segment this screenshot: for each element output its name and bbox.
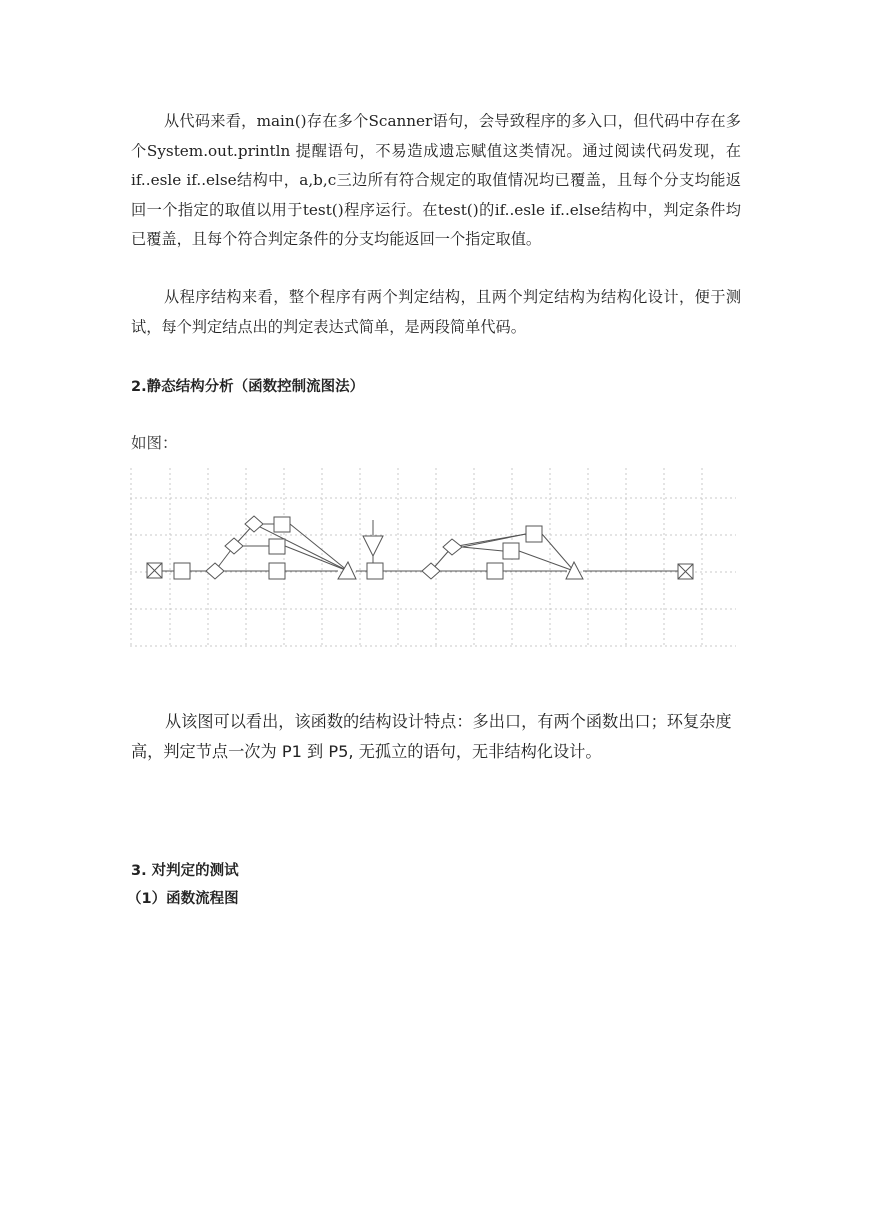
decision-node xyxy=(245,516,263,532)
entry-node xyxy=(147,563,162,578)
intro-paragraph-1: 从代码来看，main()存在多个Scanner语句，会导致程序的多入口，但代码中存在多个System.out.println 提醒语句，不易造成遗忘赋值这类情况。通过阅读代码发现，在if..esle if..else结构中，a,b,c三边所有符合规定的取值情况均已覆盖，且每个分支均能返回一个指定的取值以用于test()程序运行。在test()的if..esle if..else结构中，判定条件均已覆盖，且每个符合判定条件的分支均能返回一个指定取值。 xyxy=(131,112,741,248)
edge xyxy=(462,547,503,551)
process-node xyxy=(269,563,285,579)
edge xyxy=(285,546,348,571)
intro-paragraph-2: 从程序结构来看，整个程序有两个判定结构，且两个判定结构为结构化设计，便于测试，每个判定结点出的判定表达式简单，是两段简单代码。 xyxy=(131,288,741,336)
edge xyxy=(290,524,348,571)
decision-node xyxy=(422,563,440,579)
section-3-heading: 3. 对判定的测试 xyxy=(131,863,239,879)
edge xyxy=(254,524,348,571)
grid xyxy=(130,468,736,648)
decision-node xyxy=(206,563,224,579)
decision-node xyxy=(225,538,243,554)
flow-nodes xyxy=(147,516,693,579)
process-node xyxy=(367,563,383,579)
analysis-paragraph: 从该图可以看出，该函数的结构设计特点：多出口，有两个函数出口；环复杂度高，判定节点一次为 P1 到 P5, 无孤立的语句，无非结构化设计。 xyxy=(131,712,732,761)
decision-node xyxy=(443,539,462,555)
process-node xyxy=(274,517,290,532)
exit-node xyxy=(678,564,693,579)
figure-caption: 如图： xyxy=(131,434,178,452)
process-node xyxy=(503,543,519,559)
section-2-heading: 2.静态结构分析（函数控制流图法） xyxy=(131,379,365,395)
section-3-subheading: （1）函数流程图 xyxy=(127,891,239,907)
process-node xyxy=(487,563,503,579)
process-node xyxy=(174,563,190,579)
process-node xyxy=(526,526,542,542)
control-flow-diagram xyxy=(130,468,736,650)
process-node xyxy=(269,539,285,554)
entry-arrow-node xyxy=(363,536,383,556)
